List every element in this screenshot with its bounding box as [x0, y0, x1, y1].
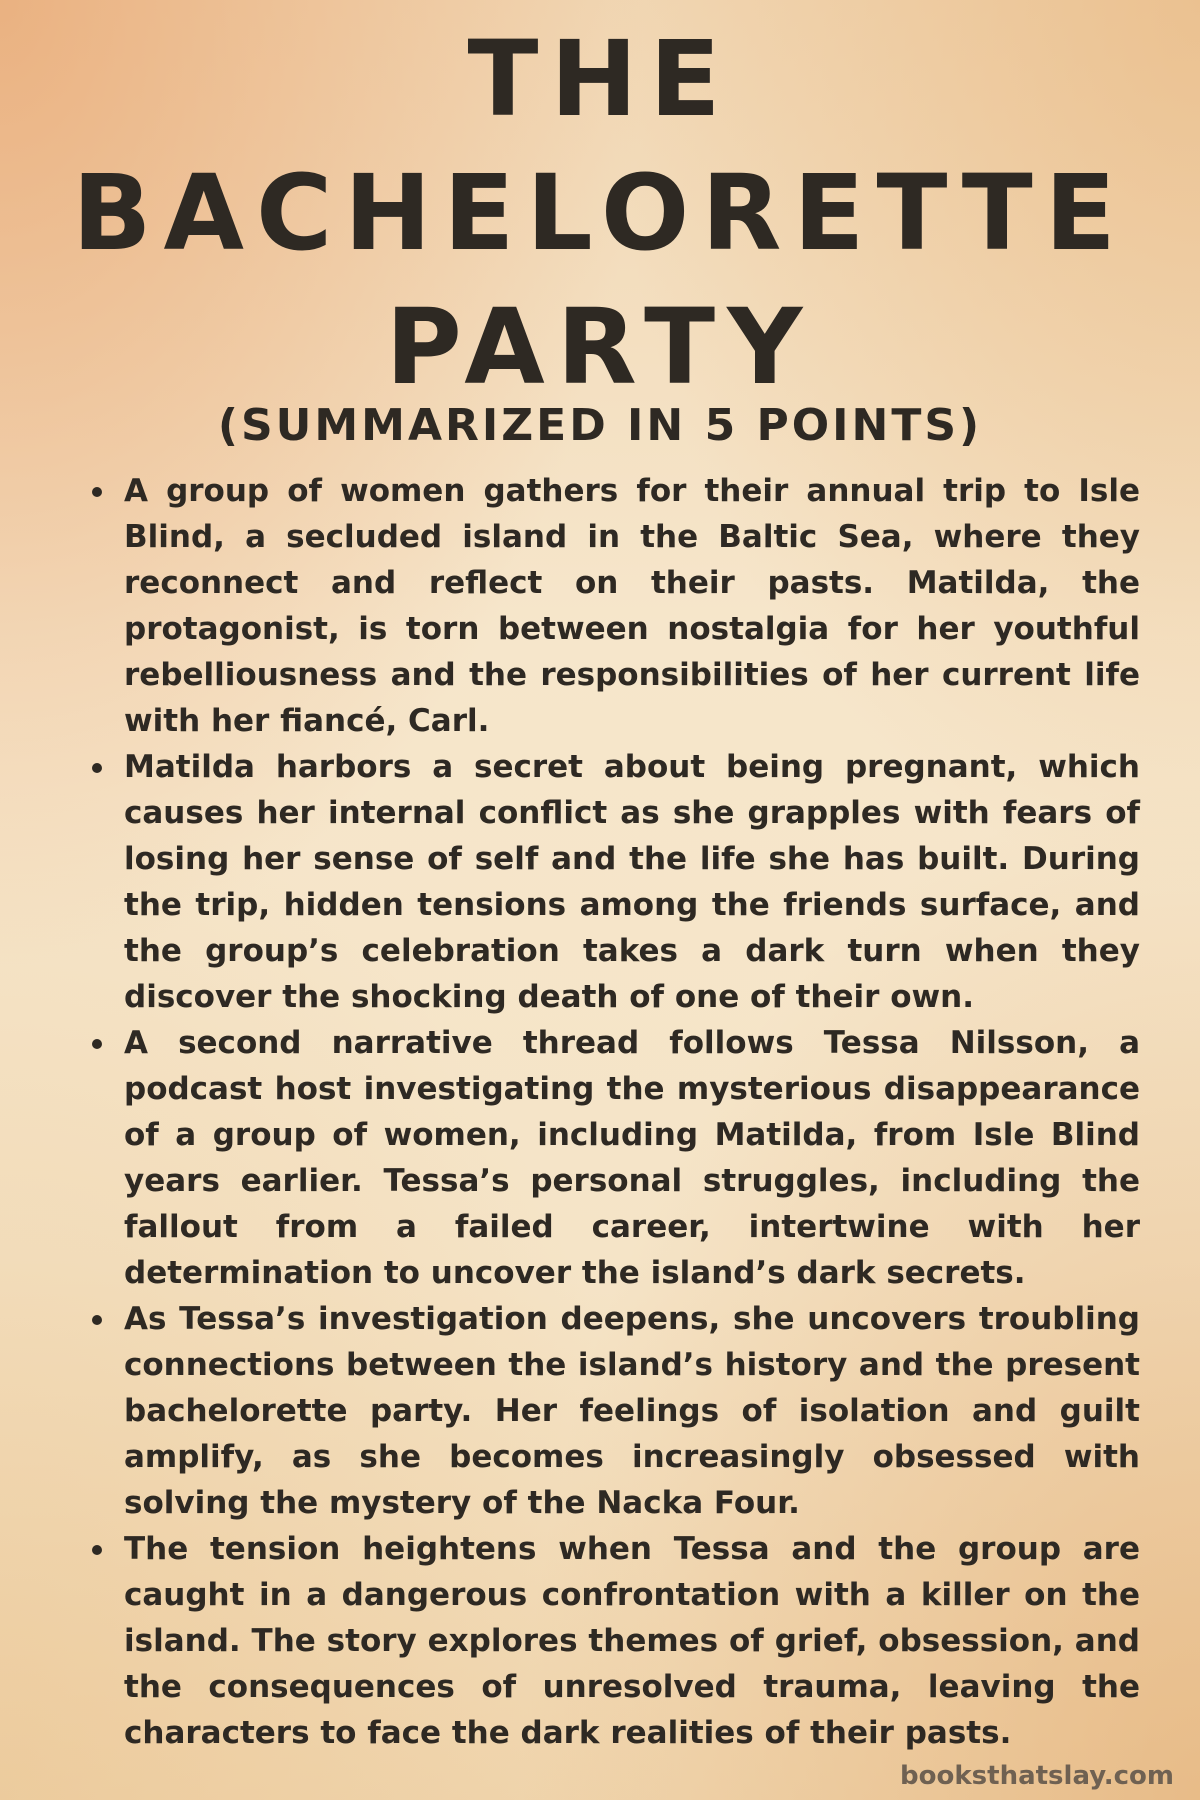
summary-point — [92, 468, 1140, 744]
title-line: THE — [467, 18, 733, 140]
bullet-icon — [92, 1039, 102, 1049]
bullet-icon — [92, 1315, 102, 1325]
page-title — [0, 12, 1200, 414]
summary-list — [92, 468, 1140, 1756]
summary-point-text: A second narrative thread follows Tessa Nilsson, a podcast host investigating the mysterious disappearance of a group of women, including Matilda, from Isle Blind years earlier. Tessa’s personal struggles, including the fallout from a failed career, intertwine with her determination to uncover the island’s dark secrets. — [124, 1025, 1140, 1291]
summary-point — [92, 1020, 1140, 1296]
summary-point-text: The tension heightens when Tessa and the group are caught in a dangerous confrontation with a killer on the island. The story explores themes of grief, obsession, and the consequences of unresolved trauma, leaving the characters to face the dark realities of their pasts. — [124, 1531, 1140, 1751]
bullet-icon — [92, 487, 102, 497]
summary-point — [92, 1296, 1140, 1526]
summary-point-text: Matilda harbors a secret about being pregnant, which causes her internal conflict as she grapples with fears of losing her sense of self and the life she has built. During the trip, hidden tensions among the friends surface, and the group’s celebration takes a dark turn when they discover the shocking death of one of their own. — [124, 749, 1140, 1015]
summary-point-text: A group of women gathers for their annual trip to Isle Blind, a secluded island in the Baltic Sea, where they reconnect and reflect on their pasts. Matilda, the protagonist, is torn between nostalgia for her youthful rebelliousness and the responsibilities of her current life with her fiancé, Carl. — [124, 473, 1140, 739]
summary-point-text: As Tessa’s investigation deepens, she uncovers troubling connections between the island’s history and the present bachelorette party. Her feelings of isolation and guilt amplify, as she becomes increasingly obsessed with solving the mystery of the Nacka Four. — [124, 1301, 1140, 1521]
site-watermark: booksthatslay.com — [900, 1761, 1174, 1791]
summary-point — [92, 1526, 1140, 1756]
title-line: BACHELORETTE — [72, 152, 1128, 274]
bullet-icon — [92, 763, 102, 773]
subtitle: (SUMMARIZED IN 5 POINTS) — [217, 400, 983, 451]
summary-point — [92, 744, 1140, 1020]
bullet-icon — [92, 1545, 102, 1555]
title-line: PARTY — [385, 286, 815, 408]
